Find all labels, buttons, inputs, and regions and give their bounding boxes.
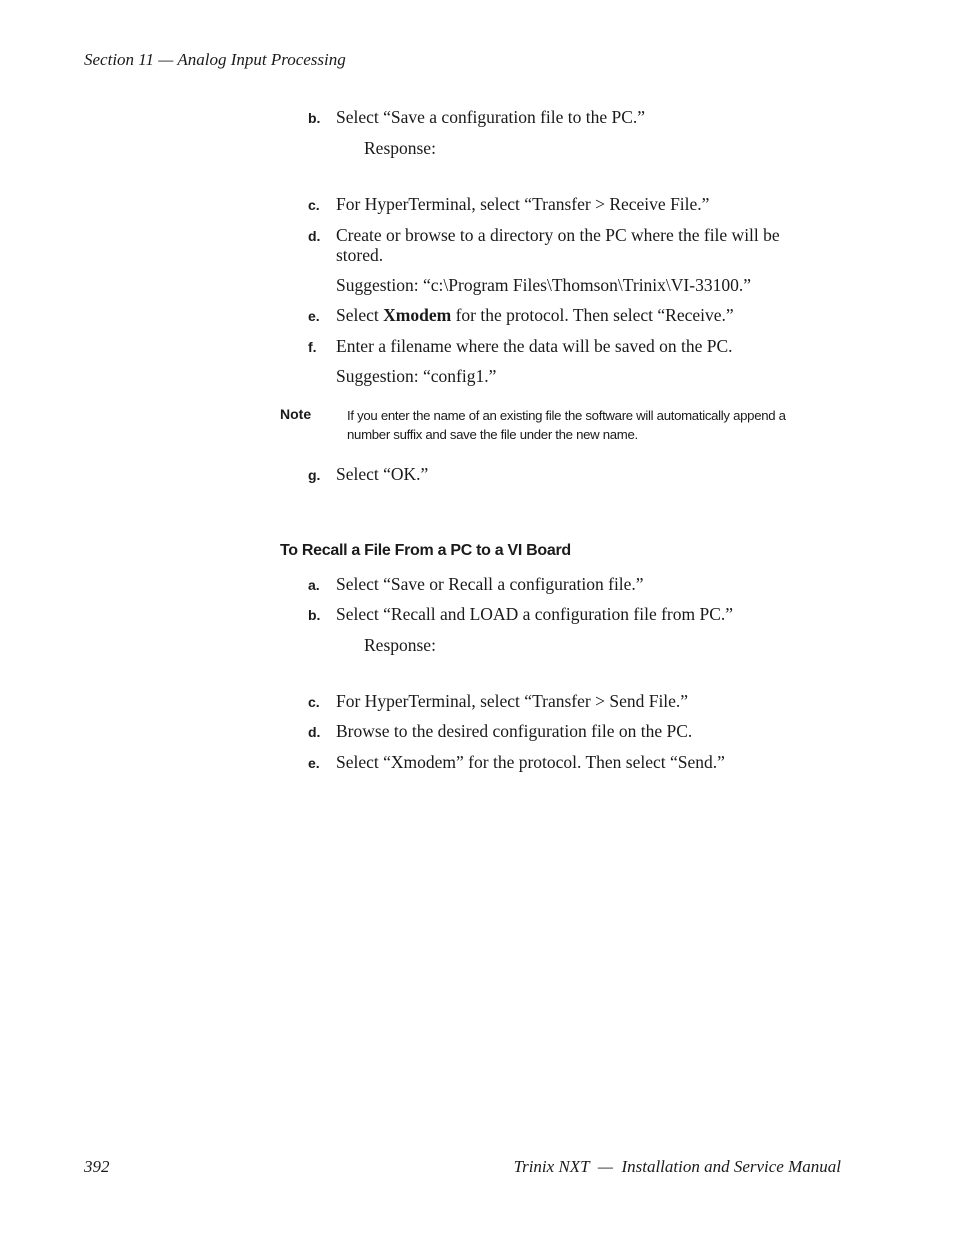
note-label: Note	[280, 406, 312, 422]
step-letter: b.	[308, 110, 321, 126]
step-f-save	[308, 336, 828, 357]
step-a-recall	[308, 574, 828, 595]
step-text: For HyperTerminal, select “Transfer > Send File.”	[336, 691, 689, 711]
step-text: Select “OK.”	[336, 464, 429, 484]
step-text	[336, 305, 828, 326]
step-c-save	[308, 194, 828, 215]
step-letter: e.	[308, 755, 320, 771]
step-b-save	[308, 107, 828, 128]
step-e-save	[308, 305, 828, 326]
step-text: Select “Xmodem” for the protocol. Then select “Send.”	[336, 752, 725, 772]
section-heading: To Recall a File From a PC to a VI Board	[280, 542, 571, 559]
step-text: Select “Save a configuration file to the PC.”	[336, 107, 646, 127]
step-e-recall	[308, 752, 828, 773]
running-header: Section 11 — Analog Input Processing	[84, 50, 346, 69]
response-label: Response:	[364, 635, 436, 655]
manual-title: Trinix NXT — Installation and Service Manual	[513, 1157, 841, 1176]
step-text: Create or browse to a directory on the PC where the file will be stored.	[336, 225, 780, 265]
response-label: Response:	[364, 138, 436, 158]
note-text: If you enter the name of an existing file the software will automatically append a number suffix and save the file under the new name.	[347, 408, 786, 442]
suggestion-directory: Suggestion: “c:\Program Files\Thomson\Trinix\VI-33100.”	[336, 275, 751, 295]
step-g-save	[308, 464, 828, 485]
step-text: For HyperTerminal, select “Transfer > Receive File.”	[336, 194, 710, 214]
step-text-after: for the protocol. Then select “Receive.”	[451, 305, 734, 325]
step-text-before: Select	[336, 305, 384, 325]
protocol-name: Xmodem	[383, 305, 452, 325]
step-c-recall	[308, 691, 828, 712]
step-text: Browse to the desired configuration file on the PC.	[336, 721, 693, 741]
step-text: Select “Recall and LOAD a configuration file from PC.”	[336, 604, 734, 624]
step-letter: c.	[308, 197, 320, 213]
step-text: Select “Save or Recall a configuration file.”	[336, 574, 644, 594]
step-letter: a.	[308, 577, 320, 593]
step-d-save	[308, 225, 828, 265]
step-letter: d.	[308, 724, 321, 740]
step-letter: b.	[308, 607, 321, 623]
suggestion-filename: Suggestion: “config1.”	[336, 366, 497, 386]
step-letter: g.	[308, 467, 321, 483]
step-text: Enter a filename where the data will be saved on the PC.	[336, 336, 733, 356]
step-letter: e.	[308, 308, 320, 324]
step-d-recall	[308, 721, 828, 742]
step-letter: d.	[308, 228, 321, 244]
step-b-recall	[308, 604, 828, 625]
step-letter: c.	[308, 694, 320, 710]
step-letter: f.	[308, 339, 317, 355]
page-number: 392	[84, 1157, 110, 1176]
